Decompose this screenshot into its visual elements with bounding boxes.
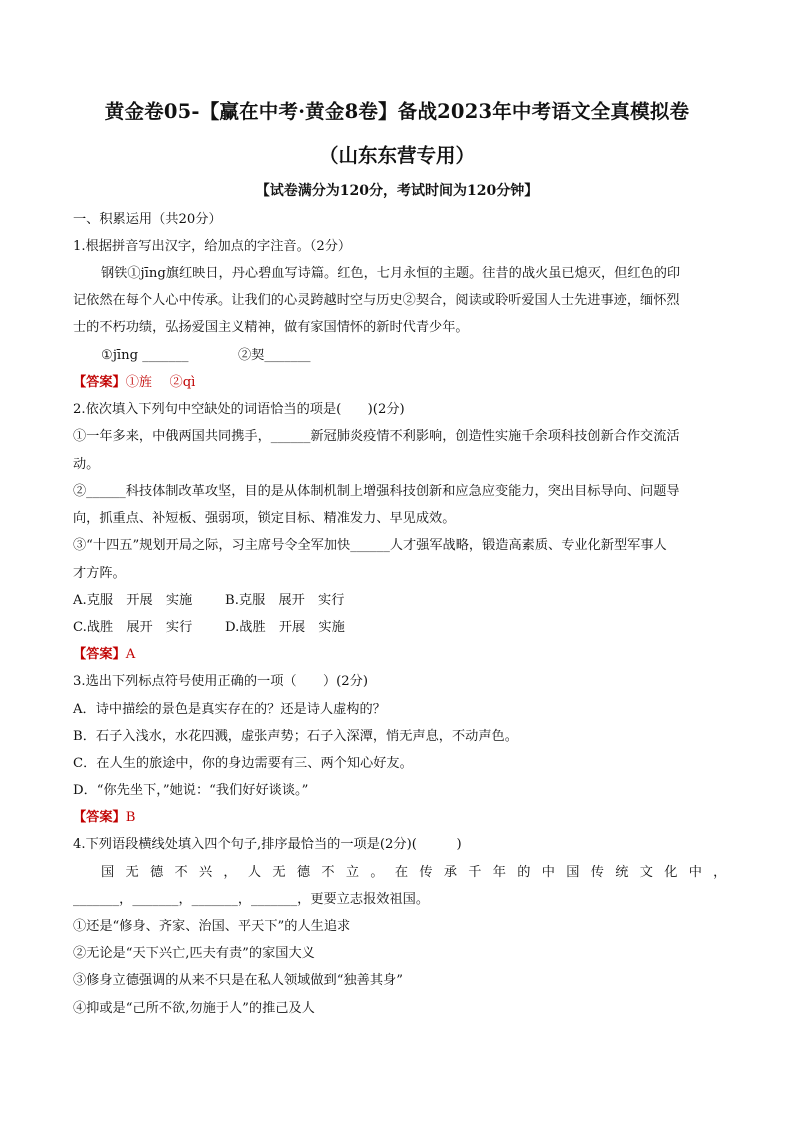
answer-text: ①旌 ②qì xyxy=(125,375,196,390)
q2-sentence-line: 向，抓重点、补短板、强弱项，锁定目标、精准发力、早见成效。 xyxy=(73,511,456,526)
q2-option-c: C.战胜 展开 实行 xyxy=(73,620,193,635)
exam-info: 【试卷满分为120分，考试时间为120分钟】 xyxy=(255,183,539,199)
q1-answer xyxy=(73,374,195,392)
q4-item-1: ①还是“修身、齐家、治国、平天下”的人生追求 xyxy=(73,919,351,934)
q2-answer xyxy=(73,646,135,664)
q3-answer xyxy=(73,809,135,827)
q2-sentence-line: ①一年多来，中俄两国共同携手，______新冠肺炎疫情不利影响，创造性实施千余项科技创新合作交流活 xyxy=(73,429,680,444)
q3-option-a: A．诗中描绘的景色是真实存在的？还是诗人虚构的？ xyxy=(73,702,386,717)
q4-item-4: ④抑或是“己所不欲,勿施于人”的推己及人 xyxy=(73,1001,315,1016)
q2-sentence-line: 才方阵。 xyxy=(73,566,126,581)
q2-option-a: A.克服 开展 实施 xyxy=(73,593,193,608)
q2-sentence-line: ②______科技体制改革攻坚，目的是从体制机制上增强科技创新和应急应变能力，突出目标导向、问题导 xyxy=(73,484,680,499)
q4-stem: 4.下列语段横线处填入四个句子,排序最恰当的一项是(2分)( ) xyxy=(73,837,462,852)
q3-option-b: B．石子入浅水，水花四溅，虚张声势；石子入深潭，悄无声息，不动声色。 xyxy=(73,729,518,744)
answer-label: 【答案】 xyxy=(73,375,126,390)
q4-item-3: ③修身立德强调的从来不只是在私人领域做到“独善其身” xyxy=(73,973,403,988)
q4-passage-line: _______，_______，_______，_______，更要立志报效祖国。 xyxy=(73,892,430,907)
answer-label: 【答案】 xyxy=(73,647,126,662)
answer-text: A xyxy=(125,647,136,662)
q2-option-d: D.战胜 开展 实施 xyxy=(225,620,345,635)
q1-passage-line: 记依然在每个人心中传承。让我们的心灵跨越时空与历史②契合，阅读或聆听爱国人士先进事迹，缅怀烈 xyxy=(73,293,680,308)
q3-option-c: C．在人生的旅途中，你的身边需要有三、两个知心好友。 xyxy=(73,756,413,771)
q3-option-d: D．“你先坐下，”她说：“我们好好谈谈。” xyxy=(73,783,309,798)
q2-stem: 2.依次填入下列句中空缺处的词语恰当的项是( )(2分) xyxy=(73,402,405,417)
q1-stem: 1.根据拼音写出汉字，给加点的字注音。（2分） xyxy=(73,239,352,254)
q2-option-b: B.克服 展开 实行 xyxy=(225,593,345,608)
answer-text: B xyxy=(125,810,136,825)
section-heading: 一、积累运用（共20分） xyxy=(73,212,222,227)
q2-sentence-line: ③“十四五”规划开局之际，习主席号令全军加快______人才强军战略，锻造高素质、专业化新型军事人 xyxy=(73,538,667,553)
exam-subtitle: （山东东营专用） xyxy=(318,144,475,167)
q4-passage-line: 国无德不兴，人无德不立。在传承千年的中国传统文化中， xyxy=(101,865,738,880)
exam-title: 黄金卷05-【赢在中考·黄金8卷】备战2023年中考语文全真模拟卷 xyxy=(104,100,690,123)
q2-sentence-line: 动。 xyxy=(73,457,100,472)
q3-stem: 3.选出下列标点符号使用正确的一项（ ）(2分) xyxy=(73,674,369,689)
q1-passage-line: 士的不朽功绩，弘扬爱国主义精神，做有家国情怀的新时代青少年。 xyxy=(73,320,469,335)
q4-item-2: ②无论是“天下兴亡,匹夫有责”的家国大义 xyxy=(73,946,315,961)
q1-passage-line: 钢铁①jīng旗红映日，丹心碧血写诗篇。红色，七月永恒的主题。往昔的战火虽已熄灭，但红色的印 xyxy=(101,266,681,281)
q1-blank-1: ①jīng _______ xyxy=(101,348,189,363)
answer-label: 【答案】 xyxy=(73,810,126,825)
q1-blank-2: ②契_______ xyxy=(238,348,311,363)
